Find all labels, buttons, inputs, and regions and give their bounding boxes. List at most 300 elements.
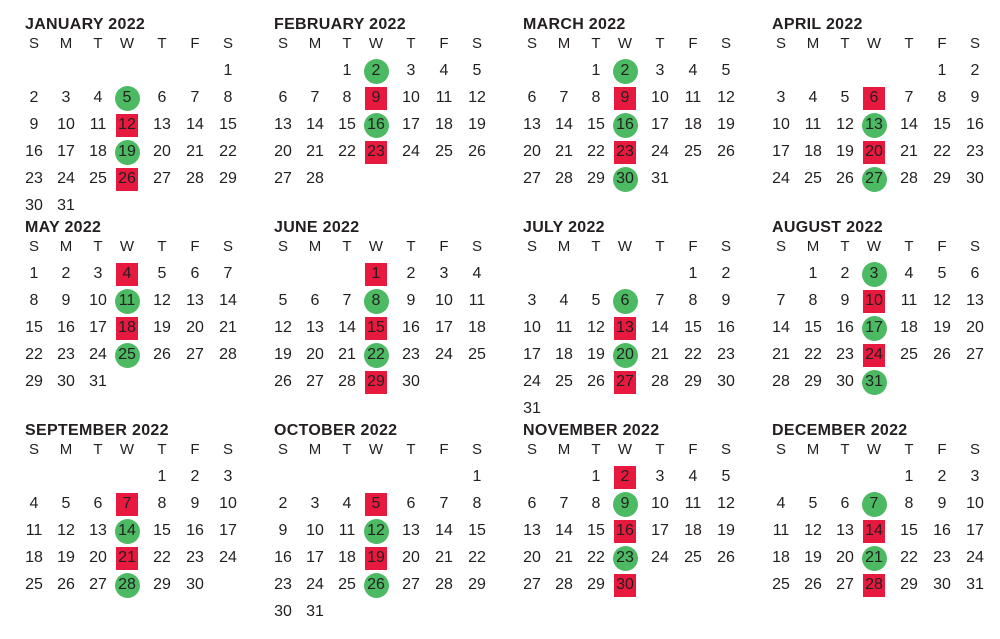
day-cell bbox=[766, 289, 796, 313]
day-number: 16 bbox=[402, 319, 420, 336]
day-number: 12 bbox=[717, 495, 735, 512]
weekday-header: S bbox=[775, 441, 786, 458]
day-cell bbox=[396, 343, 426, 367]
day-cell bbox=[361, 519, 391, 543]
day-number: 8 bbox=[29, 292, 39, 309]
day-number: 26 bbox=[367, 576, 385, 593]
day-number: 1 bbox=[223, 62, 233, 79]
day-number: 5 bbox=[371, 495, 381, 512]
day-cell bbox=[581, 343, 611, 367]
day-number: 12 bbox=[367, 522, 385, 539]
day-cell bbox=[610, 465, 640, 489]
day-cell bbox=[798, 343, 828, 367]
day-cell bbox=[429, 343, 459, 367]
day-number: 8 bbox=[591, 495, 601, 512]
day-cell bbox=[429, 519, 459, 543]
day-cell bbox=[396, 140, 426, 164]
month-january bbox=[25, 0, 265, 214]
day-cell bbox=[361, 262, 391, 286]
day-cell bbox=[300, 546, 330, 570]
month-march bbox=[523, 0, 763, 200]
day-cell bbox=[462, 113, 492, 137]
day-number: 22 bbox=[25, 346, 43, 363]
day-cell bbox=[462, 289, 492, 313]
day-cell bbox=[798, 140, 828, 164]
day-cell bbox=[429, 262, 459, 286]
day-number: 13 bbox=[865, 116, 883, 133]
day-cell bbox=[268, 546, 298, 570]
day-number: 10 bbox=[402, 89, 420, 106]
day-number: 16 bbox=[717, 319, 735, 336]
day-cell bbox=[361, 140, 391, 164]
day-number: 4 bbox=[342, 495, 352, 512]
day-cell bbox=[112, 343, 142, 367]
day-cell bbox=[396, 492, 426, 516]
day-number: 19 bbox=[933, 319, 951, 336]
day-cell bbox=[361, 370, 391, 394]
day-cell bbox=[147, 343, 177, 367]
weekday-header: M bbox=[557, 35, 571, 52]
day-number: 17 bbox=[772, 143, 790, 160]
day-number: 1 bbox=[904, 468, 914, 485]
weekday-header: S bbox=[277, 238, 288, 255]
day-cell bbox=[678, 465, 708, 489]
day-cell bbox=[798, 316, 828, 340]
weekday-header: T bbox=[904, 238, 914, 255]
day-cell bbox=[894, 289, 924, 313]
day-cell bbox=[610, 289, 640, 313]
day-number: 10 bbox=[865, 292, 883, 309]
day-number: 29 bbox=[933, 170, 951, 187]
day-cell bbox=[147, 140, 177, 164]
day-cell bbox=[112, 140, 142, 164]
day-number: 3 bbox=[869, 265, 879, 282]
day-number: 9 bbox=[937, 495, 947, 512]
month-october bbox=[274, 406, 514, 620]
day-cell bbox=[300, 370, 330, 394]
day-cell bbox=[517, 343, 547, 367]
day-number: 1 bbox=[591, 62, 601, 79]
day-cell bbox=[645, 370, 675, 394]
day-number: 12 bbox=[717, 89, 735, 106]
day-cell bbox=[180, 492, 210, 516]
day-cell bbox=[147, 86, 177, 110]
day-number: 22 bbox=[219, 143, 237, 160]
day-number: 23 bbox=[57, 346, 75, 363]
day-number: 4 bbox=[688, 62, 698, 79]
day-cell bbox=[51, 546, 81, 570]
day-cell bbox=[960, 59, 990, 83]
day-cell bbox=[147, 167, 177, 191]
day-number: 24 bbox=[306, 576, 324, 593]
day-number: 21 bbox=[555, 549, 573, 566]
day-cell bbox=[268, 316, 298, 340]
day-cell bbox=[51, 262, 81, 286]
day-cell bbox=[581, 492, 611, 516]
weekday-header: F bbox=[937, 35, 947, 52]
day-cell bbox=[51, 370, 81, 394]
day-number: 24 bbox=[865, 346, 883, 363]
day-cell bbox=[517, 546, 547, 570]
day-cell bbox=[549, 140, 579, 164]
day-number: 30 bbox=[933, 576, 951, 593]
weekday-header: W bbox=[368, 238, 384, 255]
day-cell bbox=[678, 546, 708, 570]
day-cell bbox=[268, 289, 298, 313]
day-cell bbox=[610, 140, 640, 164]
weekday-header: W bbox=[368, 35, 384, 52]
day-number: 11 bbox=[900, 292, 918, 309]
day-cell bbox=[894, 316, 924, 340]
day-cell bbox=[332, 113, 362, 137]
day-number: 25 bbox=[804, 170, 822, 187]
day-number: 27 bbox=[836, 576, 854, 593]
day-cell bbox=[268, 573, 298, 597]
day-cell bbox=[711, 316, 741, 340]
day-number: 13 bbox=[186, 292, 204, 309]
day-number: 17 bbox=[89, 319, 107, 336]
day-cell bbox=[268, 600, 298, 624]
day-cell bbox=[268, 370, 298, 394]
day-cell bbox=[147, 113, 177, 137]
weekday-header: S bbox=[28, 35, 39, 52]
day-number: 28 bbox=[555, 170, 573, 187]
day-number: 29 bbox=[587, 170, 605, 187]
day-cell bbox=[711, 113, 741, 137]
day-cell bbox=[517, 370, 547, 394]
day-cell bbox=[859, 573, 889, 597]
day-number: 6 bbox=[620, 292, 630, 309]
weekday-header: F bbox=[190, 238, 200, 255]
month-august bbox=[772, 203, 1000, 403]
day-number: 27 bbox=[402, 576, 420, 593]
day-cell bbox=[960, 546, 990, 570]
day-cell bbox=[462, 343, 492, 367]
day-cell bbox=[396, 113, 426, 137]
day-cell bbox=[830, 492, 860, 516]
weekday-header: W bbox=[617, 238, 633, 255]
day-number: 18 bbox=[435, 116, 453, 133]
day-cell bbox=[19, 113, 49, 137]
day-cell bbox=[213, 113, 243, 137]
day-number: 25 bbox=[684, 143, 702, 160]
day-number: 25 bbox=[555, 373, 573, 390]
day-cell bbox=[462, 546, 492, 570]
day-number: 18 bbox=[772, 549, 790, 566]
day-cell bbox=[429, 86, 459, 110]
day-number: 2 bbox=[190, 468, 200, 485]
day-number: 23 bbox=[933, 549, 951, 566]
day-number: 18 bbox=[684, 522, 702, 539]
day-cell bbox=[180, 289, 210, 313]
day-number: 23 bbox=[274, 576, 292, 593]
day-cell bbox=[581, 140, 611, 164]
day-cell bbox=[766, 519, 796, 543]
day-cell bbox=[927, 59, 957, 83]
day-cell bbox=[180, 140, 210, 164]
day-cell bbox=[429, 113, 459, 137]
day-number: 29 bbox=[367, 373, 385, 390]
day-cell bbox=[859, 262, 889, 286]
day-number: 14 bbox=[118, 522, 136, 539]
day-cell bbox=[462, 573, 492, 597]
day-cell bbox=[830, 289, 860, 313]
day-number: 17 bbox=[651, 116, 669, 133]
day-number: 23 bbox=[966, 143, 984, 160]
day-number: 21 bbox=[338, 346, 356, 363]
day-number: 18 bbox=[118, 319, 136, 336]
day-cell bbox=[960, 492, 990, 516]
day-number: 27 bbox=[274, 170, 292, 187]
day-number: 11 bbox=[684, 89, 702, 106]
day-cell bbox=[678, 519, 708, 543]
day-number: 4 bbox=[93, 89, 103, 106]
day-number: 17 bbox=[306, 549, 324, 566]
day-cell bbox=[766, 546, 796, 570]
weekday-header: T bbox=[157, 35, 167, 52]
month-february bbox=[274, 0, 514, 200]
day-cell bbox=[766, 343, 796, 367]
day-cell bbox=[83, 519, 113, 543]
day-number: 16 bbox=[616, 522, 634, 539]
day-number: 4 bbox=[808, 89, 818, 106]
day-number: 7 bbox=[776, 292, 786, 309]
day-number: 20 bbox=[865, 143, 883, 160]
day-cell bbox=[361, 59, 391, 83]
day-number: 10 bbox=[306, 522, 324, 539]
day-cell bbox=[213, 546, 243, 570]
day-number: 16 bbox=[966, 116, 984, 133]
day-cell bbox=[927, 546, 957, 570]
day-cell bbox=[517, 316, 547, 340]
day-number: 15 bbox=[153, 522, 171, 539]
day-cell bbox=[213, 465, 243, 489]
day-number: 7 bbox=[439, 495, 449, 512]
day-cell bbox=[51, 167, 81, 191]
month-title: SEPTEMBER 2022 bbox=[25, 422, 169, 439]
day-number: 3 bbox=[93, 265, 103, 282]
weekday-header: S bbox=[28, 441, 39, 458]
day-number: 21 bbox=[900, 143, 918, 160]
day-number: 15 bbox=[900, 522, 918, 539]
day-number: 16 bbox=[933, 522, 951, 539]
day-cell bbox=[960, 140, 990, 164]
day-cell bbox=[678, 492, 708, 516]
weekday-header: M bbox=[806, 238, 820, 255]
weekday-header: S bbox=[222, 238, 233, 255]
day-number: 11 bbox=[804, 116, 822, 133]
day-cell bbox=[361, 546, 391, 570]
weekday-header: T bbox=[840, 441, 850, 458]
day-number: 8 bbox=[472, 495, 482, 512]
day-cell bbox=[429, 573, 459, 597]
day-number: 18 bbox=[338, 549, 356, 566]
day-number: 6 bbox=[278, 89, 288, 106]
day-number: 14 bbox=[555, 116, 573, 133]
day-cell bbox=[678, 86, 708, 110]
day-cell bbox=[581, 113, 611, 137]
day-number: 5 bbox=[721, 468, 731, 485]
day-number: 15 bbox=[684, 319, 702, 336]
day-number: 14 bbox=[435, 522, 453, 539]
day-number: 11 bbox=[25, 522, 43, 539]
weekday-header: S bbox=[222, 35, 233, 52]
day-cell bbox=[798, 167, 828, 191]
day-cell bbox=[645, 86, 675, 110]
day-number: 18 bbox=[468, 319, 486, 336]
day-cell bbox=[51, 140, 81, 164]
day-cell bbox=[180, 573, 210, 597]
weekday-header: F bbox=[439, 35, 449, 52]
day-cell bbox=[213, 262, 243, 286]
day-number: 7 bbox=[223, 265, 233, 282]
day-cell bbox=[645, 167, 675, 191]
day-cell bbox=[830, 370, 860, 394]
day-number: 7 bbox=[122, 495, 132, 512]
day-number: 22 bbox=[900, 549, 918, 566]
day-number: 6 bbox=[840, 495, 850, 512]
day-cell bbox=[830, 262, 860, 286]
day-number: 5 bbox=[937, 265, 947, 282]
day-number: 29 bbox=[153, 576, 171, 593]
day-number: 22 bbox=[587, 143, 605, 160]
day-cell bbox=[268, 492, 298, 516]
day-number: 5 bbox=[591, 292, 601, 309]
day-cell bbox=[112, 492, 142, 516]
day-number: 4 bbox=[559, 292, 569, 309]
day-cell bbox=[859, 316, 889, 340]
day-number: 6 bbox=[869, 89, 879, 106]
day-number: 13 bbox=[523, 116, 541, 133]
day-cell bbox=[83, 86, 113, 110]
weekday-header: M bbox=[59, 238, 73, 255]
day-cell bbox=[396, 59, 426, 83]
day-number: 12 bbox=[933, 292, 951, 309]
day-number: 29 bbox=[25, 373, 43, 390]
weekday-header: T bbox=[93, 35, 103, 52]
day-number: 3 bbox=[655, 62, 665, 79]
month-september bbox=[25, 406, 265, 606]
weekday-header: T bbox=[93, 238, 103, 255]
day-number: 19 bbox=[153, 319, 171, 336]
day-cell bbox=[610, 546, 640, 570]
day-cell bbox=[268, 140, 298, 164]
day-cell bbox=[960, 262, 990, 286]
month-title: JUNE 2022 bbox=[274, 219, 360, 236]
day-cell bbox=[766, 573, 796, 597]
day-cell bbox=[268, 519, 298, 543]
weekday-header: T bbox=[406, 238, 416, 255]
day-number: 28 bbox=[219, 346, 237, 363]
weekday-header: M bbox=[557, 441, 571, 458]
day-cell bbox=[517, 289, 547, 313]
day-number: 6 bbox=[527, 89, 537, 106]
day-cell bbox=[894, 167, 924, 191]
day-cell bbox=[19, 140, 49, 164]
day-number: 12 bbox=[804, 522, 822, 539]
weekday-header: M bbox=[557, 238, 571, 255]
day-cell bbox=[960, 465, 990, 489]
day-number: 11 bbox=[468, 292, 486, 309]
weekday-header: T bbox=[157, 441, 167, 458]
day-cell bbox=[766, 316, 796, 340]
day-cell bbox=[180, 519, 210, 543]
day-number: 3 bbox=[527, 292, 537, 309]
day-cell bbox=[927, 519, 957, 543]
day-number: 13 bbox=[306, 319, 324, 336]
day-cell bbox=[332, 573, 362, 597]
day-cell bbox=[180, 167, 210, 191]
day-number: 17 bbox=[57, 143, 75, 160]
day-number: 6 bbox=[310, 292, 320, 309]
day-cell bbox=[147, 262, 177, 286]
day-number: 11 bbox=[555, 319, 573, 336]
day-number: 7 bbox=[342, 292, 352, 309]
day-cell bbox=[549, 343, 579, 367]
day-number: 6 bbox=[527, 495, 537, 512]
day-cell bbox=[645, 519, 675, 543]
day-number: 29 bbox=[900, 576, 918, 593]
day-cell bbox=[894, 113, 924, 137]
month-title: OCTOBER 2022 bbox=[274, 422, 398, 439]
day-cell bbox=[927, 140, 957, 164]
day-cell bbox=[859, 167, 889, 191]
day-cell bbox=[147, 316, 177, 340]
day-cell bbox=[549, 492, 579, 516]
day-cell bbox=[300, 316, 330, 340]
day-number: 31 bbox=[865, 373, 883, 390]
day-cell bbox=[581, 465, 611, 489]
day-cell bbox=[180, 86, 210, 110]
day-number: 30 bbox=[836, 373, 854, 390]
day-cell bbox=[300, 113, 330, 137]
day-number: 3 bbox=[223, 468, 233, 485]
day-cell bbox=[147, 289, 177, 313]
day-number: 23 bbox=[836, 346, 854, 363]
day-cell bbox=[859, 370, 889, 394]
day-number: 24 bbox=[402, 143, 420, 160]
day-number: 20 bbox=[153, 143, 171, 160]
day-number: 25 bbox=[684, 549, 702, 566]
day-cell bbox=[927, 573, 957, 597]
weekday-header: M bbox=[59, 35, 73, 52]
day-number: 24 bbox=[57, 170, 75, 187]
day-cell bbox=[268, 86, 298, 110]
day-number: 7 bbox=[655, 292, 665, 309]
weekday-header: F bbox=[439, 238, 449, 255]
day-number: 25 bbox=[89, 170, 107, 187]
weekday-header: T bbox=[342, 35, 352, 52]
day-cell bbox=[147, 519, 177, 543]
day-number: 25 bbox=[118, 346, 136, 363]
day-cell bbox=[180, 465, 210, 489]
weekday-header: M bbox=[308, 441, 322, 458]
day-number: 3 bbox=[776, 89, 786, 106]
day-number: 9 bbox=[620, 89, 630, 106]
day-number: 31 bbox=[89, 373, 107, 390]
day-number: 26 bbox=[118, 170, 136, 187]
day-number: 7 bbox=[310, 89, 320, 106]
day-cell bbox=[19, 289, 49, 313]
day-cell bbox=[927, 113, 957, 137]
day-number: 4 bbox=[29, 495, 39, 512]
day-cell bbox=[83, 343, 113, 367]
day-cell bbox=[213, 492, 243, 516]
day-number: 9 bbox=[61, 292, 71, 309]
weekday-header: T bbox=[157, 238, 167, 255]
day-number: 27 bbox=[306, 373, 324, 390]
day-number: 30 bbox=[186, 576, 204, 593]
